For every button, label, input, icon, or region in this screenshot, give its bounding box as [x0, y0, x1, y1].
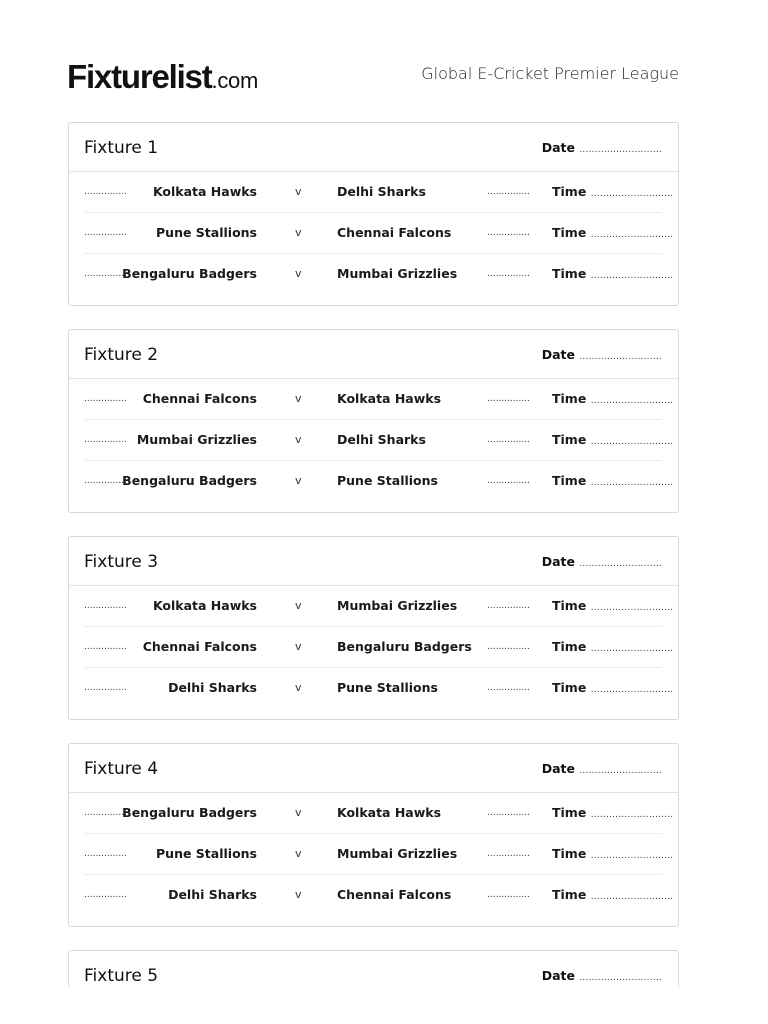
away-score-blank[interactable]: ............... — [487, 394, 530, 404]
match-row — [84, 793, 674, 834]
match-time-field[interactable] — [552, 886, 673, 906]
fixture-title: Fixture 3 — [84, 552, 159, 572]
home-team: Kolkata Hawks — [152, 598, 257, 613]
match-row — [84, 461, 674, 501]
away-team: Delhi Sharks — [337, 184, 426, 199]
match-row — [84, 875, 674, 915]
match-row — [84, 586, 674, 627]
fixture-card-header — [69, 123, 678, 172]
fixture-card-header — [69, 537, 678, 586]
versus-label: v — [295, 185, 302, 198]
time-blank-line[interactable]: ........................... — [590, 189, 674, 199]
home-score-blank[interactable]: ............... — [84, 601, 127, 611]
home-score-blank[interactable]: ............... — [84, 476, 127, 486]
versus-label: v — [295, 640, 302, 653]
fixture-date-field[interactable] — [542, 760, 662, 780]
logo-domain-text: .com — [211, 68, 258, 93]
time-label: Time — [552, 184, 587, 199]
versus-label: v — [295, 267, 302, 280]
away-team: Chennai Falcons — [337, 887, 452, 902]
versus-label: v — [295, 681, 302, 694]
time-label: Time — [552, 680, 587, 695]
home-team: Bengaluru Badgers — [122, 266, 257, 281]
home-team: Chennai Falcons — [142, 391, 257, 406]
fixture-card-header — [69, 330, 678, 379]
away-score-blank[interactable]: ............... — [487, 849, 530, 859]
match-time-field[interactable] — [552, 183, 673, 203]
time-blank-line[interactable]: ........................... — [590, 478, 674, 488]
away-team: Kolkata Hawks — [337, 391, 442, 406]
versus-label: v — [295, 599, 302, 612]
home-team: Mumbai Grizzlies — [136, 432, 257, 447]
versus-label: v — [295, 474, 302, 487]
date-label: Date — [541, 968, 575, 983]
time-label: Time — [552, 266, 587, 281]
home-score-blank[interactable]: ............... — [84, 642, 127, 652]
time-blank-line[interactable]: ........................... — [590, 685, 674, 695]
fixture-card — [68, 536, 679, 720]
home-score-blank[interactable]: ............... — [84, 269, 127, 279]
fixture-date-field[interactable] — [542, 139, 662, 159]
date-blank-line[interactable]: ........................... — [579, 559, 662, 569]
home-score-blank[interactable]: ............... — [84, 394, 127, 404]
match-time-field[interactable] — [552, 679, 673, 699]
time-label: Time — [552, 598, 587, 613]
away-team: Chennai Falcons — [337, 225, 452, 240]
home-team: Pune Stallions — [156, 846, 257, 861]
home-score-blank[interactable]: ............... — [84, 808, 127, 818]
versus-label: v — [295, 392, 302, 405]
away-team: Pune Stallions — [337, 473, 438, 488]
home-score-blank[interactable]: ............... — [84, 849, 127, 859]
away-score-blank[interactable]: ............... — [487, 642, 530, 652]
match-row — [84, 420, 674, 461]
match-time-field[interactable] — [552, 845, 673, 865]
match-time-field[interactable] — [552, 431, 673, 451]
away-team: Delhi Sharks — [337, 432, 426, 447]
date-label: Date — [541, 140, 575, 155]
away-score-blank[interactable]: ............... — [487, 890, 530, 900]
time-label: Time — [552, 473, 587, 488]
fixture-title: Fixture 2 — [84, 345, 159, 365]
home-team: Delhi Sharks — [168, 887, 257, 902]
fixture-date-field[interactable] — [542, 553, 662, 573]
time-blank-line[interactable]: ........................... — [590, 810, 674, 820]
time-label: Time — [552, 805, 587, 820]
time-blank-line[interactable]: ........................... — [590, 437, 674, 447]
away-score-blank[interactable]: ............... — [487, 187, 530, 197]
home-score-blank[interactable]: ............... — [84, 890, 127, 900]
match-time-field[interactable] — [552, 265, 673, 285]
time-label: Time — [552, 432, 587, 447]
logo-main-text: Fixturelist — [67, 58, 212, 95]
match-row — [84, 834, 674, 875]
time-label: Time — [552, 391, 587, 406]
date-blank-line[interactable]: ........................... — [579, 352, 662, 362]
league-title: Global E-Cricket Premier League — [421, 64, 679, 83]
fixture-card — [68, 743, 679, 927]
away-team: Kolkata Hawks — [337, 805, 442, 820]
fixture-date-field[interactable] — [542, 967, 662, 987]
home-team: Kolkata Hawks — [152, 184, 257, 199]
match-rows — [84, 172, 674, 294]
fixture-card — [68, 122, 679, 306]
away-team: Mumbai Grizzlies — [337, 266, 458, 281]
time-label: Time — [552, 846, 587, 861]
fixtures-list — [68, 122, 679, 1024]
fixture-card — [68, 329, 679, 513]
home-team: Bengaluru Badgers — [122, 473, 257, 488]
fixture-title: Fixture 5 — [84, 966, 159, 986]
match-row — [84, 627, 674, 668]
match-row — [84, 213, 674, 254]
match-row — [84, 668, 674, 708]
away-team: Pune Stallions — [337, 680, 438, 695]
match-time-field[interactable] — [552, 597, 673, 617]
time-blank-line[interactable]: ........................... — [590, 892, 674, 902]
time-blank-line[interactable]: ........................... — [590, 603, 674, 613]
away-score-blank[interactable]: ............... — [487, 808, 530, 818]
versus-label: v — [295, 806, 302, 819]
home-team: Delhi Sharks — [168, 680, 257, 695]
match-row — [84, 379, 674, 420]
time-label: Time — [552, 639, 587, 654]
home-team: Bengaluru Badgers — [122, 805, 257, 820]
home-score-blank[interactable]: ............... — [84, 228, 127, 238]
date-blank-line[interactable]: ........................... — [579, 145, 662, 155]
match-rows — [84, 586, 674, 708]
away-score-blank[interactable]: ............... — [487, 269, 530, 279]
time-label: Time — [552, 225, 587, 240]
versus-label: v — [295, 226, 302, 239]
site-logo[interactable] — [67, 57, 258, 101]
away-score-blank[interactable]: ............... — [487, 601, 530, 611]
match-row — [84, 254, 674, 294]
time-blank-line[interactable]: ........................... — [590, 230, 674, 240]
home-score-blank[interactable]: ............... — [84, 435, 127, 445]
match-time-field[interactable] — [552, 804, 673, 824]
match-rows — [84, 793, 674, 915]
fixture-card-header — [69, 744, 678, 793]
date-label: Date — [541, 347, 575, 362]
time-blank-line[interactable]: ........................... — [590, 851, 674, 861]
away-team: Bengaluru Badgers — [337, 639, 472, 654]
match-time-field[interactable] — [552, 638, 673, 658]
home-score-blank[interactable]: ............... — [84, 187, 127, 197]
match-row — [84, 172, 674, 213]
match-time-field[interactable] — [552, 224, 673, 244]
home-score-blank[interactable]: ............... — [84, 683, 127, 693]
page-header — [0, 0, 768, 110]
date-blank-line[interactable]: ........................... — [579, 973, 662, 983]
away-team: Mumbai Grizzlies — [337, 846, 458, 861]
time-blank-line[interactable]: ........................... — [590, 271, 674, 281]
away-team: Mumbai Grizzlies — [337, 598, 458, 613]
away-score-blank[interactable]: ............... — [487, 228, 530, 238]
time-blank-line[interactable]: ........................... — [590, 396, 674, 406]
date-blank-line[interactable]: ........................... — [579, 766, 662, 776]
away-score-blank[interactable]: ............... — [487, 476, 530, 486]
home-team: Chennai Falcons — [142, 639, 257, 654]
away-score-blank[interactable]: ............... — [487, 435, 530, 445]
time-blank-line[interactable]: ........................... — [590, 644, 674, 654]
versus-label: v — [295, 433, 302, 446]
time-label: Time — [552, 887, 587, 902]
match-time-field[interactable] — [552, 390, 673, 410]
date-label: Date — [541, 761, 575, 776]
page-bottom-edge — [0, 987, 768, 1024]
date-label: Date — [541, 554, 575, 569]
fixture-title: Fixture 4 — [84, 759, 159, 779]
versus-label: v — [295, 847, 302, 860]
away-score-blank[interactable]: ............... — [487, 683, 530, 693]
fixture-date-field[interactable] — [542, 346, 662, 366]
versus-label: v — [295, 888, 302, 901]
fixture-title: Fixture 1 — [84, 138, 159, 158]
home-team: Pune Stallions — [156, 225, 257, 240]
match-time-field[interactable] — [552, 472, 673, 492]
match-rows — [84, 379, 674, 501]
